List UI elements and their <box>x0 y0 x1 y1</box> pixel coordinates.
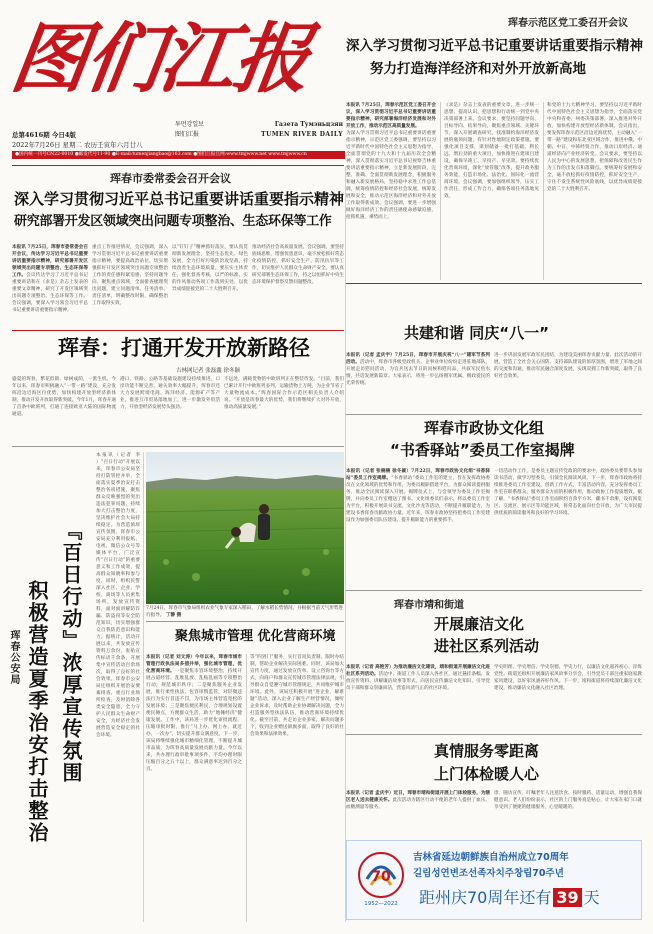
top-story-kicker: 珲春示范区党工委召开会议 <box>508 18 628 29</box>
story-3-headline: 珲春：打通开发开放新路径 <box>58 336 310 360</box>
masthead-multilingual <box>175 121 343 139</box>
story-5-col-1: 本报讯（记者 孟庆宇）7月25日，珲春市开展庆祝“八一”建军节系列活动。活动中，珲春市各级党政机关、企事业单位纷纷走进驻地部队，开展走访慰问活动，为官兵送去节日的问候和慰问品，共叙军民鱼水情，共话发展新篇章。大家表示，将进一步弘扬拥军优属、拥政爱民的光荣传统。 <box>346 353 490 386</box>
story-8-headline-1: 真情服务零距离 <box>434 742 540 760</box>
title-en: TUMEN RIVER DAILY <box>261 131 343 138</box>
story-6-col-1: 本报讯（记者 张楠楠 徐冬颖）7月22日，珲春市政协文化组“书香驿站”委员工作室揭牌。“书香驿站”委员工作室的建立，旨在发挥政协委员在文化领域的优势和作用，为委员履职搭建平台，为群众阅读提供服务，推动全民阅读深入开展。揭牌仪式上，与会领导为委员工作室揭牌，并向委员工作室赠送了图书。文化组委员们表示，将以委员工作室为平台，积极开展读书交流、文化沙龙等活动，不断提升履职能力，为建设书香珲春贡献政协力量。近年来，珲春市政协坚持把委员工作室建设作为加强委员队伍建设、提升履职能力的重要抓手。 <box>346 469 490 523</box>
anniversary-banner <box>346 840 642 920</box>
story-4-headline: 聚焦城市管理 优化营商环境 <box>175 629 336 644</box>
vertical-story-kicker: 珲春公安局 <box>8 630 19 685</box>
story-4-col-1: 本报讯（记者 刘文涛）今年以来，珲春市城市管理行政执法局多措并举，强化城市管理，优化营商环境。一是聚焦市容环境整治，持续开展占道经营、乱堆乱放、乱贴乱画等专项整治行动，规范城市秩序；二是聚焦服务企业发展，推行柔性执法、包容审慎监管，对轻微违法行为实行首违不罚，为市场主体营造宽松的发展环境；三是聚焦便民利民，合理规划设置便民摊点，方便群众生活，助力“地摊经济”健康发展。工作中，该局进一步优化审批流程，压缩审批时限，推行“马上办、网上办、就近办、一次办”，切实提升群众满意度。下一步，该局将继续强化城市精细化管理，不断提升城市品质，为珲春高质量发展贡献力量。今年以来，共办理行政审批事项多件，平均办理时限压缩百分之五十以上，群众满意率达到百分之百。 <box>146 655 242 772</box>
svg-text:70: 70 <box>371 869 391 885</box>
banner-line-1: 吉林省延边朝鲜族自治州成立70周年 <box>413 852 569 863</box>
vertical-story-headline-1: 『百日行动』浓厚宣传氛围 <box>59 520 83 784</box>
issue-no: 总第4616期 今日4版 <box>12 131 76 139</box>
banner-line-2: 길림성연변조선족자치주창립70주년 <box>413 868 564 879</box>
story-8-col-2: 诊、随访宣传，叮嘱老年人注意饮食、按时服药、适量运动，增强自我保健意识。老人们纷纷表示，社区的上门服务真是贴心，让大家在家门口就享受到了便捷的健康服务，心里暖暖的。 <box>494 791 642 810</box>
rice-field-photo <box>146 452 344 604</box>
title-ru: Газета Тумэньцзян <box>274 121 343 128</box>
edition-name: 图们江报 <box>175 131 200 138</box>
story-7-col-2: 学史明理、学史增信、学史崇德、学史力行，以廉洁文化滋养初心、淬炼党性。街道还组织开展廉洁家风故事分享会，引导党员干部注重家庭家教家风建设，以好家风涵养好作风。下一步，靖和街道将持续深化廉洁文化建设，推动廉洁文化融入社区治理。 <box>494 665 642 691</box>
title-ko: 투먼강일보 <box>175 121 204 128</box>
story-2-headline-1: 深入学习贯彻习近平总书记重要讲话重要指示精神 <box>14 190 345 208</box>
countdown <box>419 885 600 908</box>
story-7-headline-1: 开展廉洁文化 <box>434 615 525 633</box>
newspaper-logo: 图们江报 <box>5 14 315 103</box>
photo-credit: 丁静 摄 <box>165 612 182 618</box>
anniversary-years: 1952—2022 <box>364 901 398 907</box>
countdown-prefix: 距州庆70周年还有 <box>419 888 552 907</box>
story-5-headline: 共建和谐 同庆“八一” <box>404 324 549 342</box>
story-2-kicker: 珲春市委常委会召开会议 <box>110 172 231 185</box>
anniversary-logo <box>353 849 409 913</box>
photo-caption: 7月24日，珲春市气象局组织农业气象专家深入稻田，了解水稻长势情况，并根据当前天气形势进行指导。 丁静 摄 <box>146 606 344 618</box>
story-7-headline-2: 进社区系列活动 <box>434 637 540 655</box>
story-6-headline-2: “书香驿站”委员工作室揭牌 <box>390 441 575 459</box>
top-story-headline-2: 努力打造海洋经济和对外开放新高地 <box>370 61 586 77</box>
countdown-suffix: 天 <box>583 888 600 907</box>
story-3-col-1: 盛夏的珲春，繁花似锦、绿树成荫，一派生机。今年以来，珲春市积极融入“一带一路”建设，充分发挥沿边近海区位优势，加快构建开放型经济新体制，推动开发开放取得新突破。今年1月，珲春开通了首条中欧班列，打通了连接欧亚大陆的国际物流通道。 <box>12 377 116 417</box>
top-story-headline-1: 深入学习贯彻习近平总书记重要讲话重要指示精神 <box>346 38 643 54</box>
story-8-headline-2: 上门体检暖人心 <box>434 765 540 783</box>
story-2-col-3: 以“钉钉子”精神抓好落实，要认真贯彻新发展理念，坚持生态优先、绿色发展，全力打好污染防治攻坚战，持续改善生态环境质量。要压实主体责任，强化督查考核，以严的标准、实的作风推动各项工作落到实处，以优异成绩迎接党的二十大胜利召开。 <box>172 245 248 292</box>
date-line: 2022年7月26日 星期二 农历壬寅年六月廿八 <box>12 141 143 149</box>
story-7-kicker: 珲春市靖和街道 <box>394 600 464 611</box>
story-2-col-2: 重点工作推进情况，会议强调，深入学习贯彻习近平总书记重要讲话重要指示精神，要提高政治站位，切实增强抓好开发区领域突出问题专项整治工作的责任感和紧迫感，坚持问题导向，聚焦重点领域，全面排查梳理突出问题，建立问题清单、任务清单、责任清单，明确整改时限，确保整治工作取得实效。 <box>92 245 168 306</box>
story-6-headline-1: 珲春市政协文化组 <box>424 419 545 437</box>
info-bar: ●国内统一刊号CN22-0010 ●邮发代号11-90 ●E-mail:tumenjiangbao@163.com ●图们江报官网:www.tmjwww.net www.tmjwww.cn <box>12 151 345 159</box>
story-7-col-1: 本报讯（记者 高艳芳）为推动廉洁文化建设，靖和街道开展廉洁文化进社区系列活动。活动中，街道工作人员深入各社区，通过悬挂条幅、发放宣传资料、讲解廉洁故事等形式，向居民宣传廉洁文化知识，引导党员干部和群众崇廉尚洁，营造风清气正的社区环境。 <box>346 665 490 691</box>
story-3-col-2: 港口、铁路、公路等基础设施建设持续推进，口岸功能不断完善，通关效率大幅提升。珲春市还大力发展跨境电商、海洋经济、能源矿产等产业，推进互市贸易落地加工，进一步激发外贸活力，开放型经济发展势头强劲。 <box>120 377 220 410</box>
story-3-byline: 吉林网记者 张磊鑫 徐冬颖 <box>176 368 240 374</box>
countdown-days: 39 <box>553 888 581 907</box>
story-3-col-3: 不远处，满载货物的中欧班列正在整装待发。“目前，我们已累计开行中欧班列多列，运输货物上万吨，为企业节省了大量物流成本。”珲春国际合作示范区相关负责人介绍说。“开放是珲春最大的优势，我们将继续扩大对外开放，推动高质量发展。” <box>224 377 344 410</box>
story-4-col-2: 等“四到门”服务，实行首问负责制、限时办结制，帮助企业解决实际困难。同时，该局加大宣传力度，通过发放宣传单、设立咨询台等方式，向商户和群众宣传城市管理法律法规，引导群众自觉遵守城市管理规定，共同维护城市环境。此外，该局还积极开展“进企业、解难题”活动，深入企业了解生产经营情况，倾听企业诉求，及时帮助企业协调解决问题，全力打造服务型执法队伍，推动营商环境持续优化。截至目前，共走访企业多家，解决问题多个，收到企业赠送锦旗多面，取得了良好的社会效果和法律效果。 <box>250 655 344 737</box>
story-5-col-2: 进一步巩固发展军政军民团结，为建设美丽珲春贡献力量。此次活动的开展，营造了全社会关心国防、支持部队建设的浓厚氛围，增进了军地之间的交流和沟通，推动军民融合深度发展，实现双拥工作新突破，取得了良好社会效果。 <box>494 353 642 379</box>
story-8-col-1: 本报讯（记者 孟庆宇）近日，珲春市靖和街道开展上门体检服务，为辖区老人送去健康关怀。此次活动为辖区行动不便的老年人提供了血压、血糖测量等服务。 <box>346 791 490 810</box>
top-story-col-2: 《求是》杂志上发表的重要文章，进一步统一思想、提高认识，把思想和行动统一到党中央决策部署上来。会议要求，要坚持问题导向、目标导向、结果导向，聚焦重点领域、关键环节，深入开展调查研究，找准制约海洋经济发展的瓶颈问题，有针对性地制定政策措施。要强化项目支撑，谋划储备一批打基础、利长远、增后劲的重大项目，加快推进在建项目建设，确保早竣工、早投产、早见效。要持续优化营商环境，深化“放管服”改革，提升政务服务效能，打造市场化、法治化、国际化一流营商环境。会议强调，要加强组织领导，压实工作责任，形成工作合力，确保各项任务落地见效。 <box>444 103 539 199</box>
story-6-col-2: 一切活动作工作，是委员主题宣传党政的的要求中，政协委员要带头参加读书活动，做学习型委员，引领全民阅读风尚。下一步，珲春市政协将持续推进委员工作室建设，创新工作方式，丰富活动内容，充分发挥委员工作室在联系群众、服务群众方面的积极作用，推动政协工作提质增效。据了解，“书香驿站”委员工作室面积约百余平方米，藏书千余册，设有阅览区、交流区、展示区等功能区域，将常态化面向社会开放，为广大市民提供优质的阅读服务和良好的学习环境。 <box>494 469 642 516</box>
story-2-headline-2: 研究部署开发区领域突出问题专项整治、生态环保等工作 <box>14 214 332 229</box>
top-story-col-1: 本报讯 7月25日，珲春示范区党工委召开会议，深入学习贯彻习近平总书记重要讲话重要指示精神，研究部署海洋经济发展和对外开放工作，推动示范区高质量发展。 为深入学习贯彻习近平总书记重要讲话重要指示精神，示范区党工委强调，要坚持以习近平新时代中国特色社会主义思想为指导，全面贯彻党的十九大和十九届历次全会精神，深入贯彻落实习近平总书记视察吉林重要讲话重要指示精神，立足新发展阶段，完整、准确、全面贯彻新发展理念，积极服务和融入新发展格局，坚持稳中求进工作总基调，统筹疫情防控和经济社会发展，统筹发展和安全，推动示范区海洋经济和对外开放工作取得新成效。会议强调，要进一步增强做好海洋经济工作的责任感使命感紧迫感，抢抓机遇，乘势而上。 <box>346 103 436 220</box>
vertical-story-headline-2: 积极营造夏季治安打击整治 <box>25 580 49 844</box>
top-story-col-3: 和党的十九大精神学习、要坚持以习近平新时代中国特色社会主义思想为指导，全面落实党中央和省委、州委决策部署，深入推进对外开放，加快构建开放型经济新体制。会议指出，要发挥珲春示范区沿边近海优势，主动融入“一带一路”建设和东北亚区域合作，推进中俄、中朝、中日、中韩经贸合作，推动口岸经济、通道经济向产业经济转变。会议要求，要坚持以人民为中心的发展思想，把保障和改善民生作为工作的出发点和落脚点。要统筹好发展和安全，毫不放松抓好疫情防控，抓好安全生产，守住不发生系统性风险底线，以优异成绩迎接党的二十大胜利召开。 <box>547 103 642 192</box>
story-2-col-1: 本报讯 7月25日，珲春市委常委会召开会议，传达学习习近平总书记重要讲话重要指示精神，研究部署开发区领域突出问题专项整治、生态环保等工作。会议传达学习了习近平总书记重要讲话和在《求是》杂志上发表的重要文章精神，研究了开发区领域突出问题专项整治、生态环保等工作。会议强调，要深入学习领会习近平总书记重要讲话重要指示精神。 <box>12 245 88 313</box>
vertical-story-col-1: 本报讯（记者 李 ）“百日行动”开展以来，珲春市公安局坚持打防管控并举，全面落实夏季治安打击整治各项措施，聚焦群众反映强烈的突出违法犯罪问题，持续加大打击整治力度，坚决维护社会大局持续稳定。为营造浓厚宣传氛围，珲春市公安局充分利用报纸、电视、微信公众号等媒体平台，广泛宣传“百日行动”的重要意义和工作成效，提高群众知晓率和参与度。同时，组织民警深入社区、企业、学校、商场等人员密集场所，发放宣传资料，面对面讲解防诈骗、防盗窃等安全防范知识，切实增强群众自我防范意识和能力。据统计，活动开展以来，共发放宣传资料万余份，张贴宣传标语千余条，开展集中宣传活动百余场次，取得了良好的社会效果。珲春市公安局还组织开展治安要素排查、重点行业场所检查，及时消除各类安全隐患，全力守护人民群众生命财产安全，为经济社会发展营造安全稳定的社会环境。 <box>96 453 140 738</box>
rice-field-image <box>146 452 344 604</box>
story-2-col-4: 推动经济社会高质量发展。会议强调，要坚持底线思维，增强忧患意识，毫不放松抓好常态化疫情防控，抓好安全生产、防汛抗旱等工作，切实维护人民群众生命财产安全。要认真研究部署生态环保工作，持之以恒抓好中央生态环境保护督察反馈问题整改。 <box>252 245 344 285</box>
top-story-col-4 <box>346 220 347 221</box>
